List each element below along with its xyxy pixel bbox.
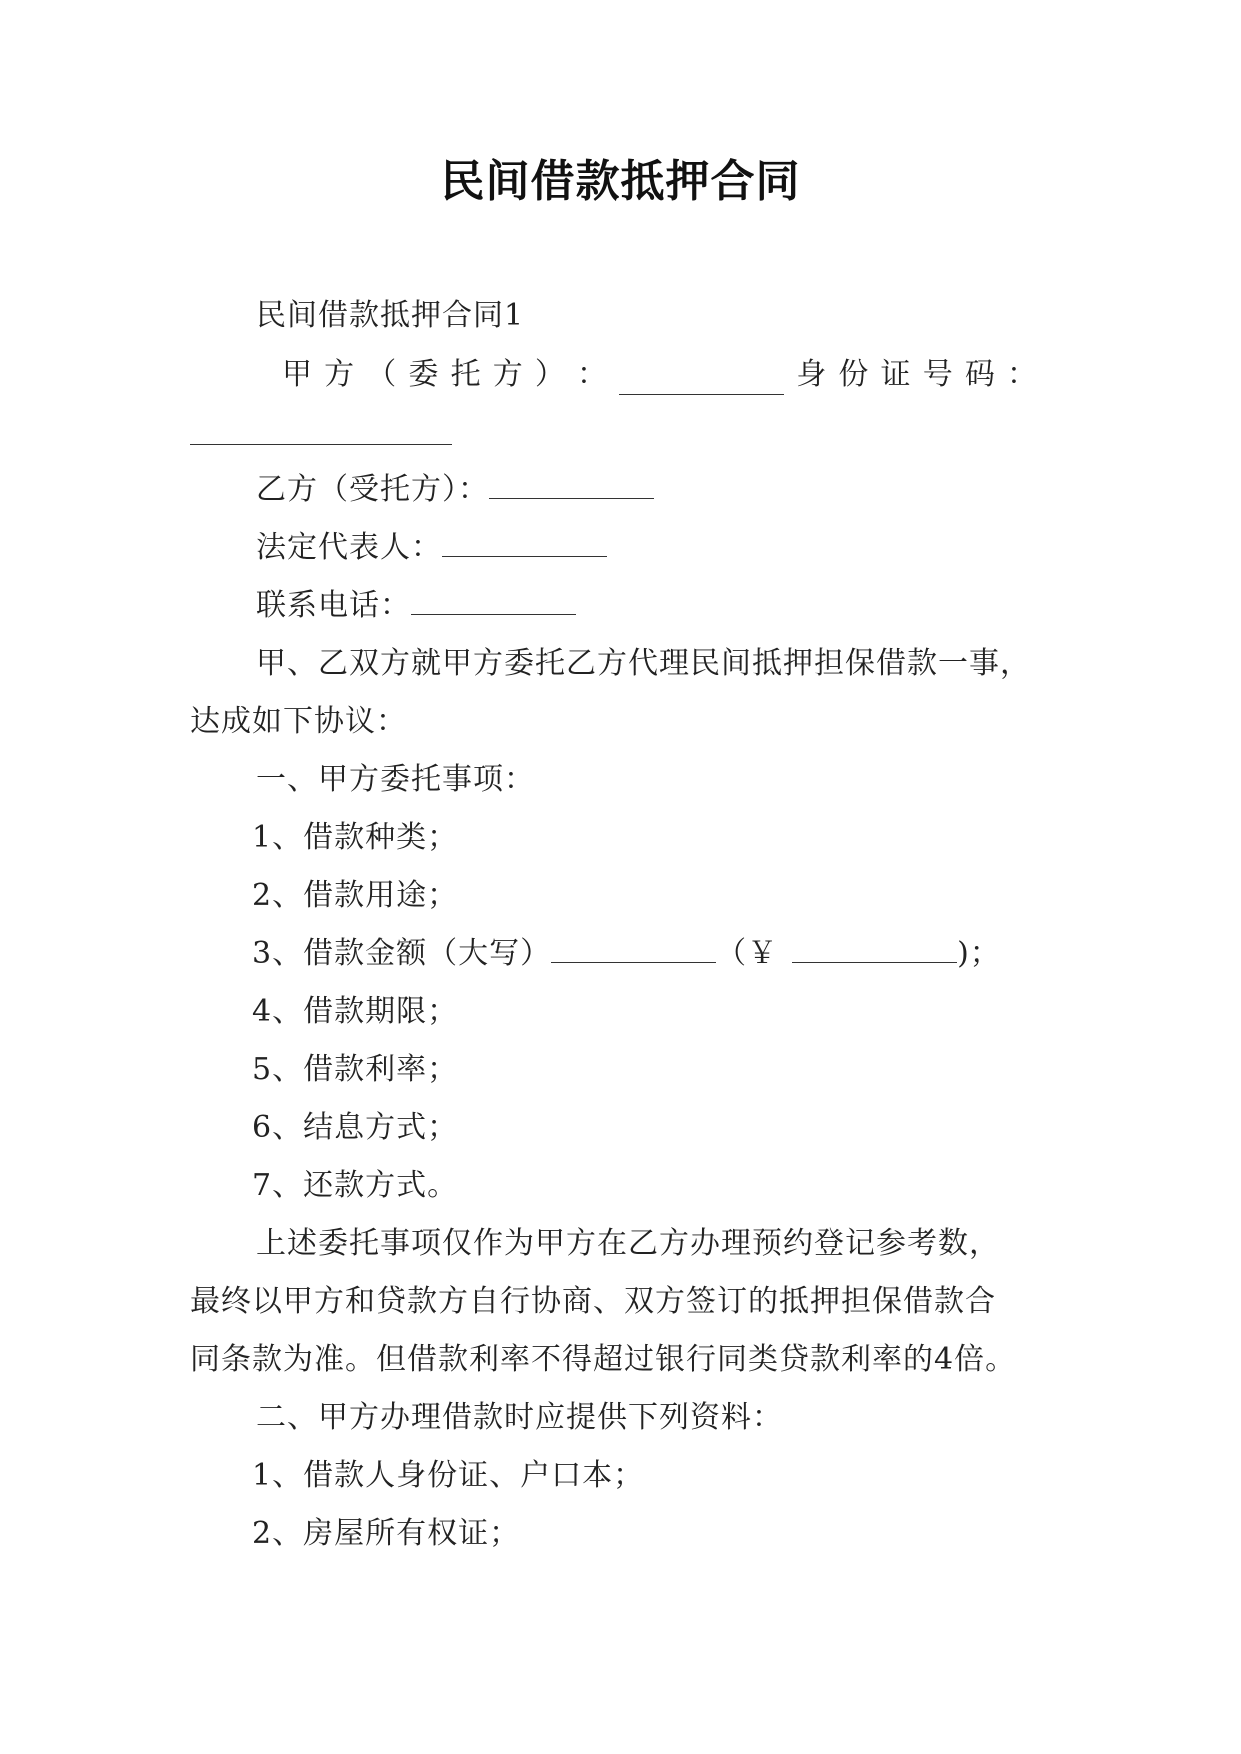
legal-rep-label: 法定代表人：: [256, 530, 442, 565]
party-a-row: [282, 355, 1037, 395]
party-a-char: ：: [576, 357, 607, 392]
section2-heading: 二、甲方办理借款时应提供下列资料：: [256, 1400, 783, 1435]
party-a-char: 托: [450, 357, 481, 392]
party-b-line: [256, 470, 654, 510]
item-2: 2、借款用途；: [252, 878, 459, 913]
intro-line-1: 甲、乙双方就甲方委托乙方代理民间抵押担保借款一事，: [256, 646, 1031, 681]
party-a-name-blank: [619, 366, 784, 395]
phone-line: [256, 586, 576, 626]
legal-rep-line: [256, 528, 607, 568]
party-b-blank: [489, 470, 654, 499]
item-1: 1、借款种类；: [252, 820, 459, 855]
amount-words-blank: [551, 934, 716, 963]
party-a-char: （: [366, 357, 397, 392]
id-number-char: 号: [922, 357, 953, 392]
item-7: 7、还款方式。: [252, 1168, 459, 1203]
party-a-char: 委: [408, 357, 439, 392]
item-5: 5、借款利率；: [252, 1052, 459, 1087]
item-3-label: 3、借款金额（大写）: [252, 936, 552, 971]
phone-label: 联系电话：: [256, 588, 411, 623]
item-3-line: [252, 934, 1001, 974]
contract-subtitle: 民间借款抵押合同1: [256, 298, 525, 333]
item-6: 6、结息方式；: [252, 1110, 459, 1145]
section2-item-2: 2、房屋所有权证；: [252, 1516, 521, 1551]
party-a-char: 方: [492, 357, 523, 392]
id-number-char: ：: [1006, 357, 1037, 392]
party-b-label: 乙方（受托方）：: [256, 472, 489, 507]
amount-number-blank: [792, 934, 957, 963]
section2-item-1: 1、借款人身份证、户口本；: [252, 1458, 645, 1493]
item-3-close: )；: [957, 936, 1001, 971]
id-number-char: 份: [838, 357, 869, 392]
phone-blank: [411, 586, 576, 615]
party-a-char: 甲: [282, 357, 312, 392]
id-number-char: 证: [880, 357, 911, 392]
id-number-char: 身: [796, 357, 827, 392]
currency-open: （￥: [716, 936, 779, 971]
document-title: 民间借款抵押合同: [440, 156, 801, 207]
paragraph-line-2: 最终以甲方和贷款方自行协商、双方签订的抵押担保借款合: [190, 1284, 996, 1319]
item-4: 4、借款期限；: [252, 994, 459, 1029]
party-a-char: ）: [534, 357, 565, 392]
paragraph-line-3: 同条款为准。但借款利率不得超过银行同类贷款利率的4倍。: [190, 1342, 1017, 1377]
party-a-char: 方: [324, 357, 355, 392]
legal-rep-blank: [442, 528, 607, 557]
paragraph-line-1: 上述委托事项仅作为甲方在乙方办理预约登记参考数，: [256, 1226, 1000, 1261]
section1-heading: 一、甲方委托事项：: [256, 762, 535, 797]
id-number-blank: [190, 412, 452, 445]
id-number-char: 码: [964, 357, 995, 392]
intro-line-2: 达成如下协议：: [190, 704, 407, 739]
